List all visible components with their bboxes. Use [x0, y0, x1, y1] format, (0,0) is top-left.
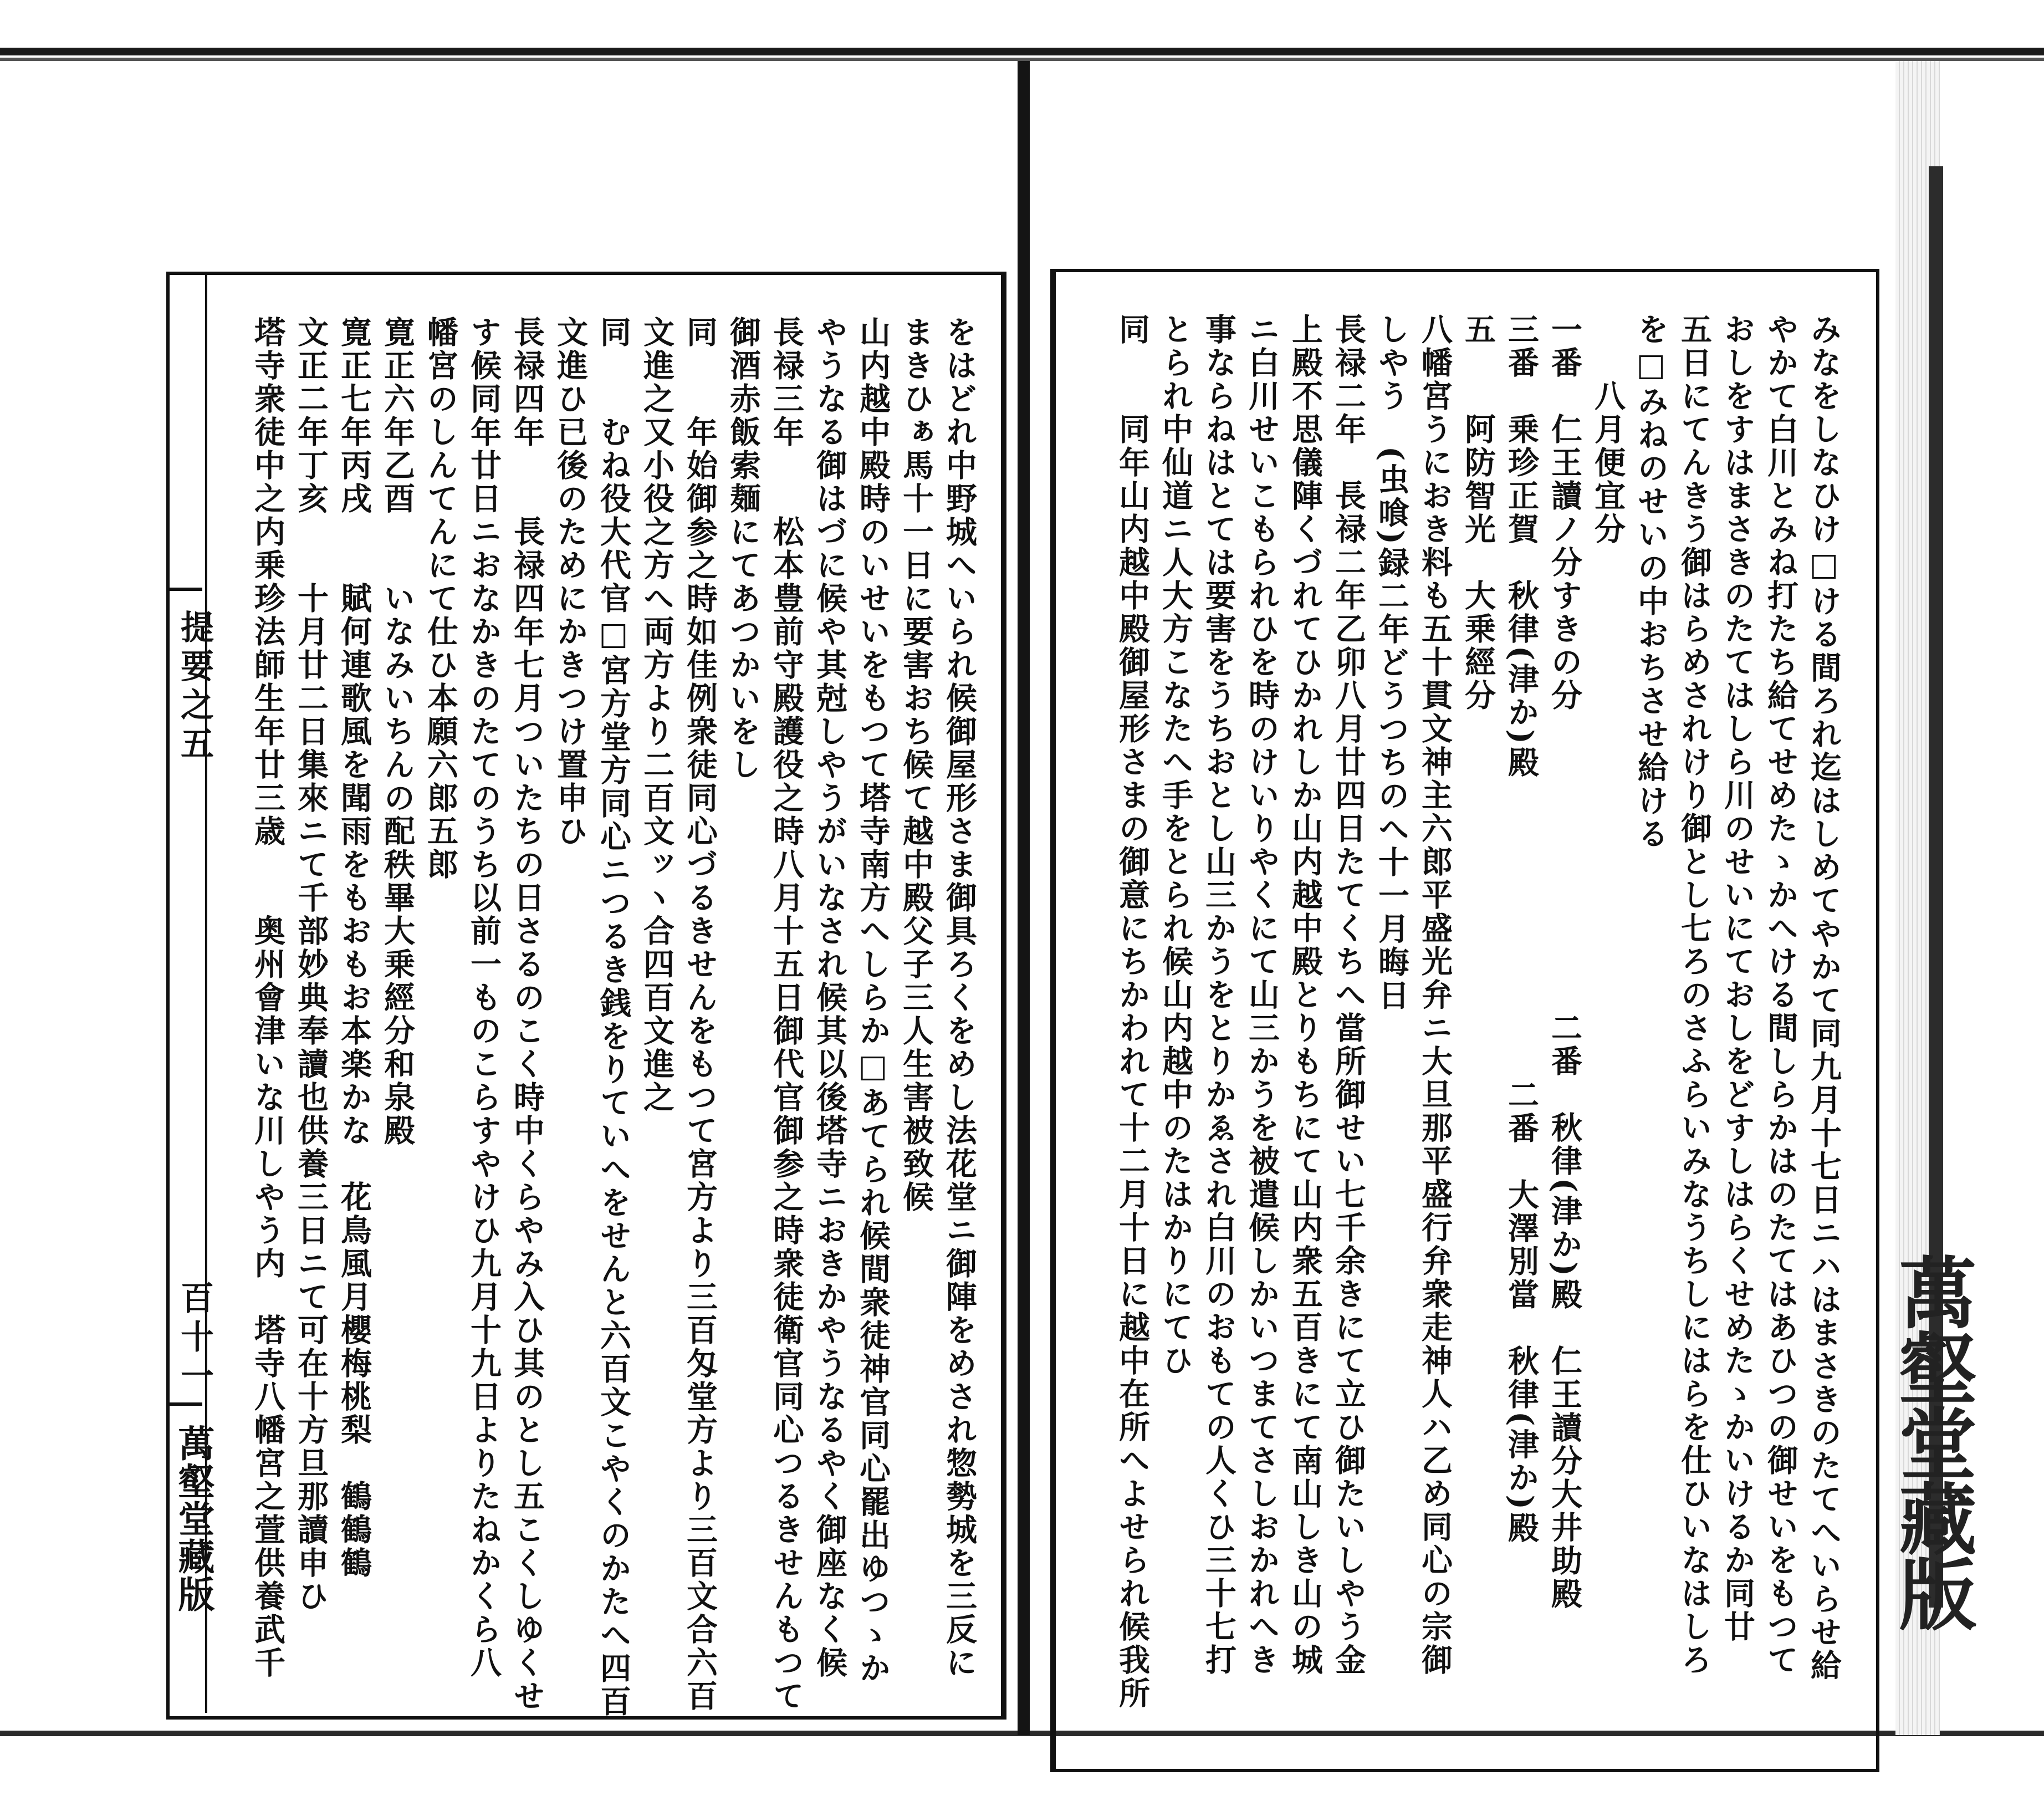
text-column: 八月便宜分 [1590, 313, 1626, 546]
text-column: まきひぁ馬十一日に要害おち候て越中殿父子三人生害被致候 [898, 316, 934, 1214]
text-column: しやう (虫喰)録二年どうつちのへ十一月晦日 [1373, 313, 1410, 1012]
text-column: 長禄三年 松本豊前守殿護役之時八月十五日御代官御参之時衆徒衛官同心つるきせんもつて [768, 316, 805, 1713]
left-page [166, 177, 1011, 1724]
text-column: 事ならねはとては要害をうちおとし山三かうをとりかゑされ白川のおもての人くひ三十七打 [1200, 313, 1237, 1677]
text-column: 一番 仁王讀ノ分すきの分 二番 秋律(津か)殿 仁王讀分大井助殿 [1546, 313, 1583, 1611]
text-column: 長禄四年 長禄四年七月ついたちの日さるのこく時中くらやみ入ひ其のとし五こくしゆくせ [509, 316, 545, 1713]
text-column: 五日にてんきう御はらめされけり御とし七ろのさふらいみなうちしにはらを仕ひいなはしろ [1676, 313, 1713, 1677]
text-column: 五 阿防智光 大乗經分 [1460, 313, 1496, 712]
text-column: 幡宮のしんてんにて仕ひ本願六郎五郎 [422, 316, 459, 881]
publisher-mark-edge: 萬壑堂藏版 [1886, 1253, 1977, 1630]
text-column: 文進ひ已後のためにかきつけ置申ひ [552, 316, 589, 848]
text-column: 塔寺衆徒中之内乗珍法師生年廿三歳 奥州會津いな川しやう内 塔寺八幡宮之萱供養武千 [249, 316, 286, 1680]
text-column: 同 同年山内越中殿御屋形さまの御意にちかわれて十二月十日に越中在所へよせられ候我所 [1114, 313, 1151, 1710]
text-column: おしをすはまさきのたてはしら川のせいにておしをどすしはらくせめたゝかいけるか同廿 [1719, 313, 1756, 1644]
text-column: 文正二年丁亥 十月廿二日集來ニて千部妙典奉讀也供養三日ニて可在十方旦那讀申ひ [293, 316, 329, 1613]
right-page [1036, 111, 1977, 1710]
text-column: 同 むね役大代官□宮方堂方同心ニつるき銭をりていへをせんと六百文こやくのかたへ四百 [595, 316, 632, 1718]
text-column: 同 年始御参之時如佳例衆徒同心づるきせんをもつて宮方より三百匁堂方より三百文合六百 [682, 316, 718, 1713]
publisher-mark: 萬壑堂藏版 [172, 1425, 215, 1613]
text-column: ニ白川せいこもられひを時のけいりやくにて山三かうを被遣候しかいつまてさしおかれへき [1244, 313, 1280, 1677]
text-column: 八幡宮うにおき料も五十貫文神主六郎平盛光弁ニ大旦那平盛行弁衆走神人ハ乙め同心の宗御 [1417, 313, 1453, 1677]
text-column: やかて白川とみね打たち給てせめたゝかへける間しらかはのたてはあひつの御せいをもつて [1762, 313, 1799, 1677]
text-column: 文進之又小役之方へ両方より二百文ッヽ合四百文進之 [638, 316, 675, 1114]
chapter-title: 提要之五 [175, 610, 214, 765]
page-number: 百十一 [175, 1281, 214, 1397]
text-column: 山内越中殿時のいせいをもつて塔寺南方へしらか□あてられ候間衆徒神官同心罷出ゆつゝか [855, 316, 891, 1685]
side-separator-top [169, 588, 202, 591]
side-separator-bottom [169, 1402, 202, 1406]
text-column: 寛正六年乙酉 いなみいちんの配秩畢大乗經分和泉殿 [379, 316, 416, 1147]
text-column: す候同年廿日ニおなかきのたてのうち以前一ものこらすやけひ九月十九日よりたねかくら八 [466, 316, 502, 1680]
text-column: 上殿不思儀陣くづれてひかれしか山内越中殿とりもちにて山内衆五百きにて南山しき山の城 [1287, 313, 1324, 1677]
book-spine [1018, 61, 1030, 1735]
text-column: 寛正七年丙戌 賦何連歌風を聞雨をもおもお本楽かな 花鳥風月櫻梅桃梨 鶴鶴鶴 [336, 316, 372, 1580]
text-column: 三番 乗珍正賀 秋律(津か)殿 二番 大澤別當 秋律(津か)殿 [1503, 313, 1540, 1545]
text-column: みなをしなひけ□ける間ろれ迄はしめてやかて同九月十七日ニハはまさきのたてへいらせ給 [1806, 313, 1842, 1682]
text-column: 長禄二年 長禄二年乙卯八月廿四日たてくちへ當所御せい七千余きにて立ひ御たいしやう金 [1330, 313, 1367, 1677]
text-column: を□みねのせいの中おちさせ給ける [1633, 313, 1669, 851]
scan-edge-top [0, 48, 2044, 55]
left-side-strip [166, 272, 215, 1713]
text-column: をはどれ中野城へいられ候御屋形さま御具ろくをめし法花堂ニ御陣をめされ惣勢城を三反に [941, 316, 978, 1680]
text-column: とられ中仙道ニ人大方こなたへ手をとられ候山内越中のたはかりにてひ [1157, 313, 1194, 1378]
text-column: やうなる御はづに候や其尅しやうがいなされ候其以後塔寺ニおきかやうなるやく御座なく候 [811, 316, 848, 1680]
text-column: 御酒赤飯索麺にてあつかいをし [725, 316, 762, 782]
